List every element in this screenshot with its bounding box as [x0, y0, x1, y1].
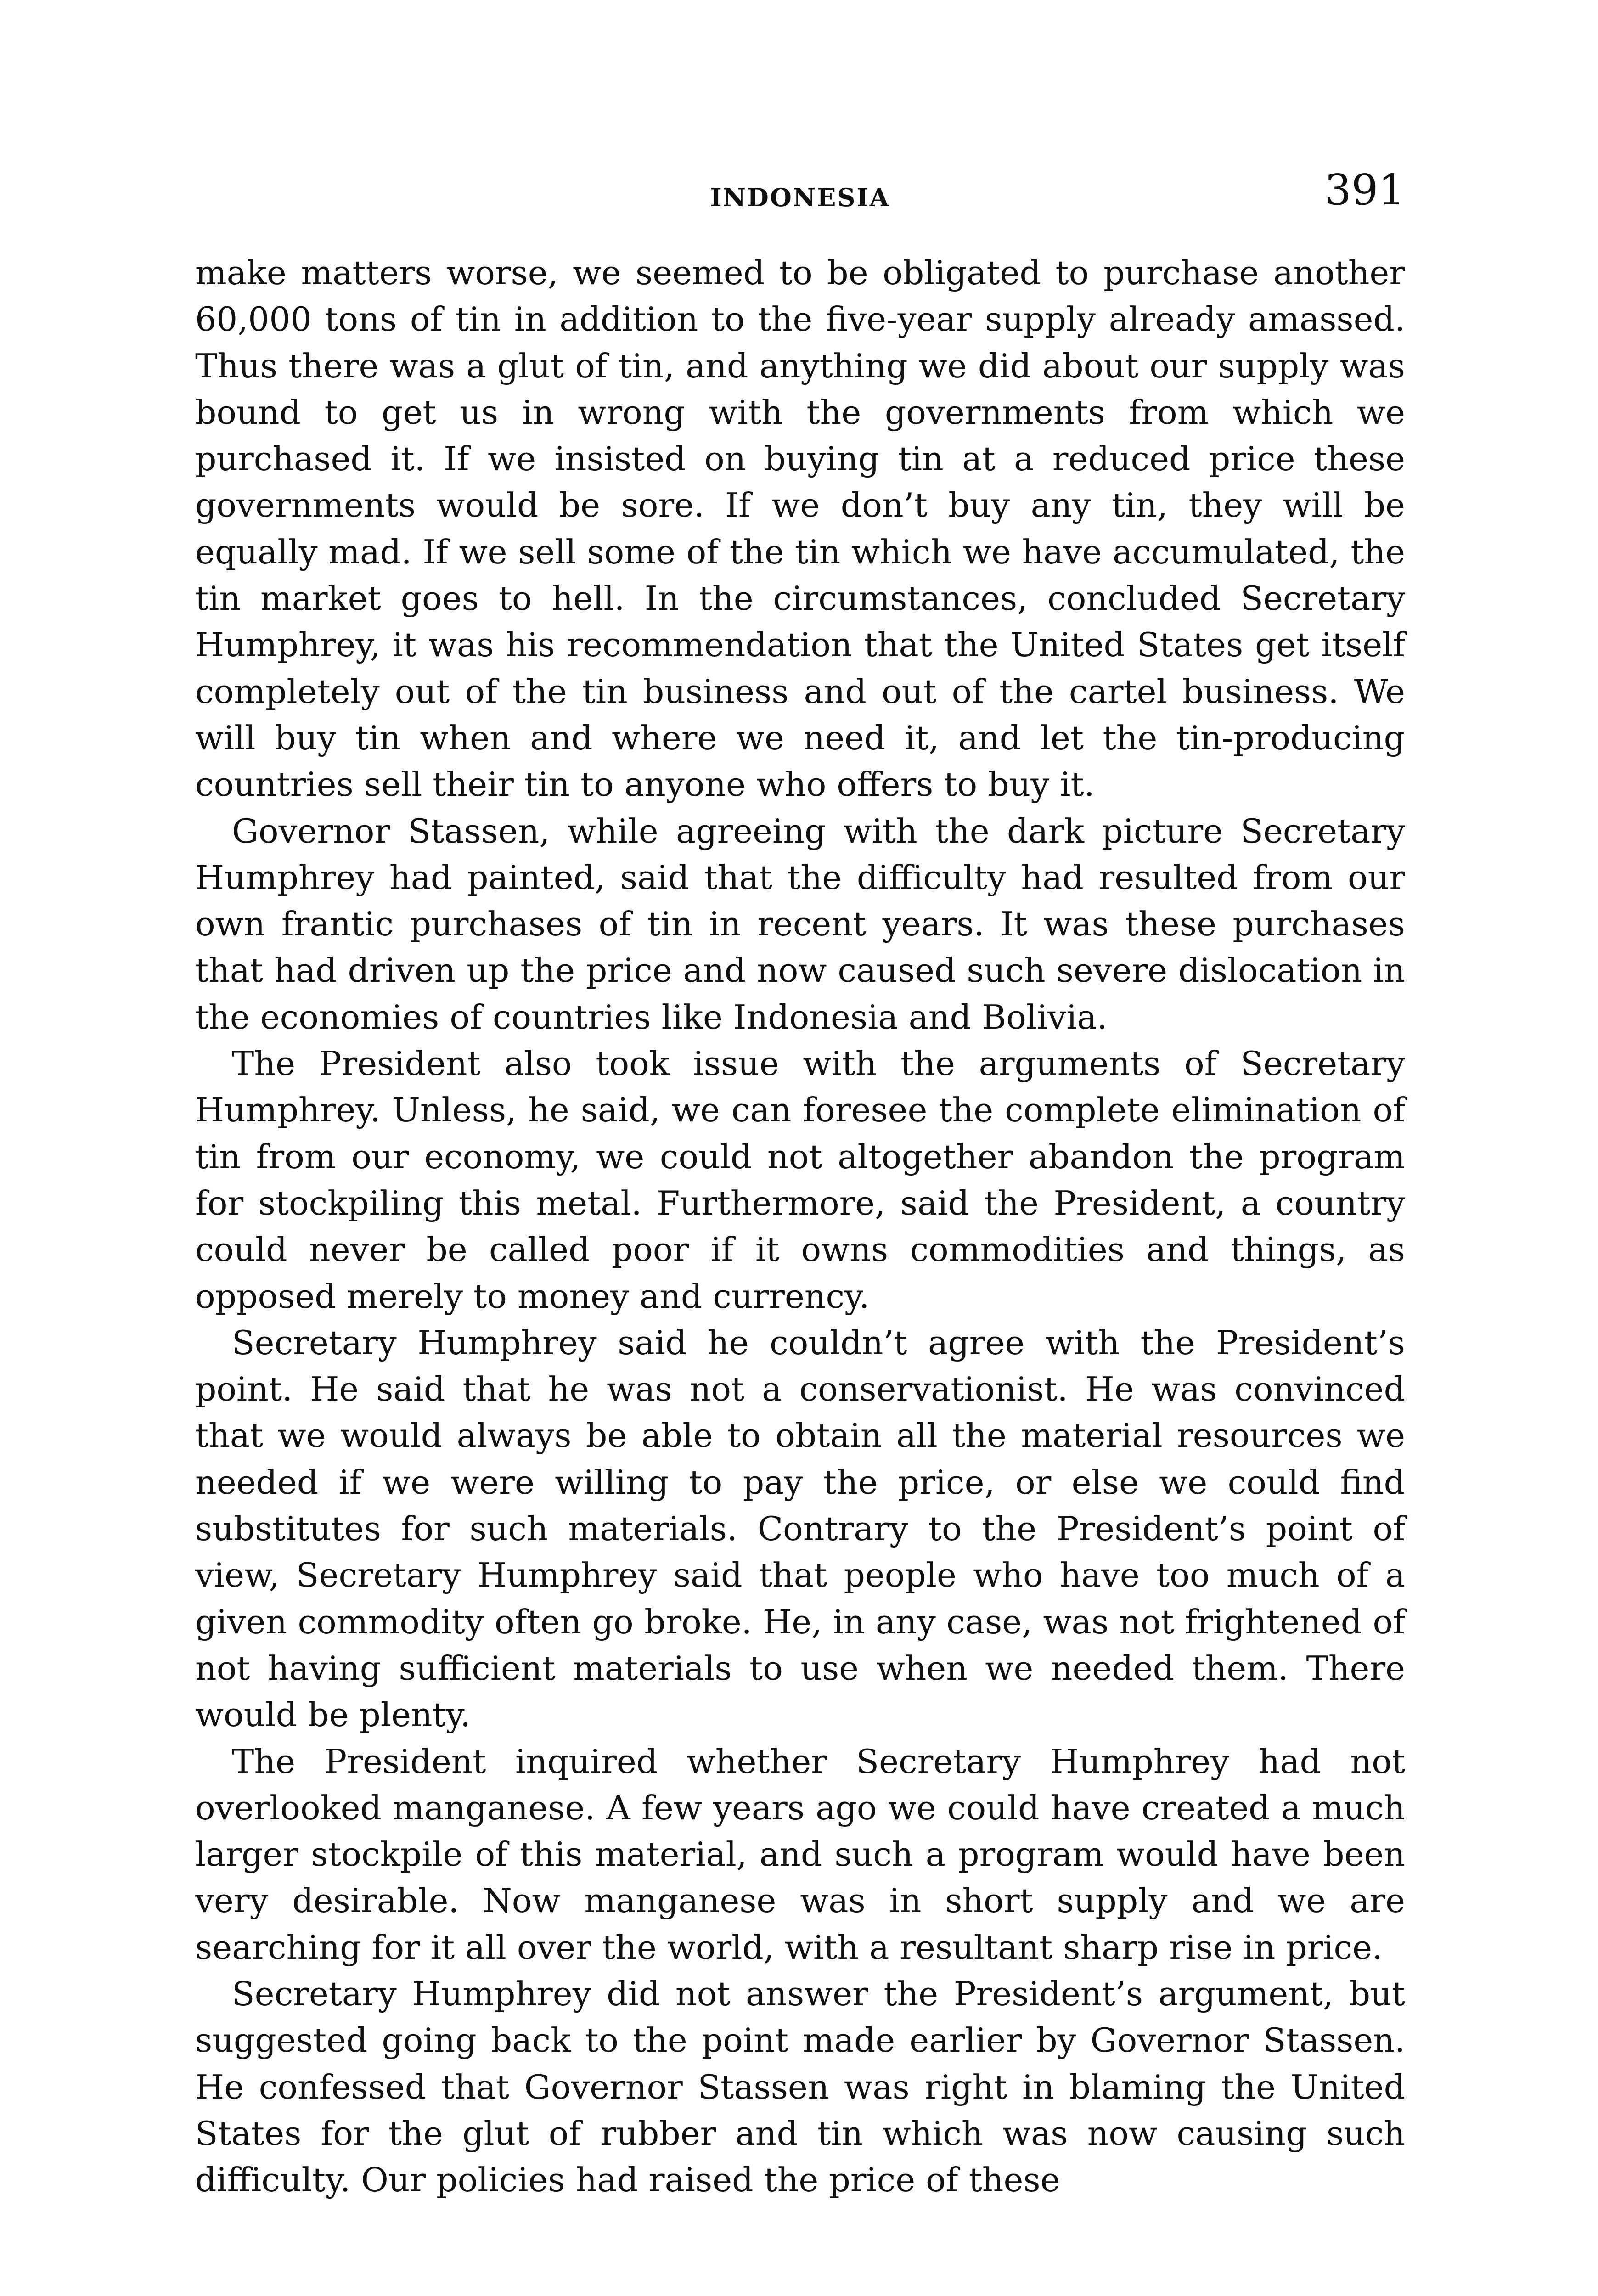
paragraph-2: Governor Stassen, while agreeing with the dark picture Secretary Humphrey had painted, said that the difficulty had resulted from our own frantic purchases of tin in recent years. It was these purchases that had driven up the price and now caused such severe dislocation in the economies of countries like Indonesia and Bolivia.	[195, 812, 1405, 1037]
paragraph-3: The President also took issue with the arguments of Secretary Humphrey. Unless, he said, we can foresee the complete elimination of tin from our economy, we could not altogether abandon the program for stockpiling this metal. Furthermore, said the President, a country could never be called poor if it owns commodities and things, as opposed merely to money and currency.	[195, 1045, 1405, 1316]
running-title: INDONESIA	[710, 183, 890, 212]
paragraph-5: The President inquired whether Secretary Humphrey had not overlooked manganese. A few years ago we could have created a much larger stockpile of this material, and such a program would have been very desirable. Now manganese was in short supply and we are searching for it all over the world, with a resultant sharp rise in price.	[195, 1742, 1405, 1967]
paragraph-6: Secretary Humphrey did not answer the President’s argument, but suggested going back to the point made earlier by Governor Stassen. He confessed that Governor Stassen was right in blaming the United States for the glut of rubber and tin which was now causing such difficulty. Our policies had raised the price of these	[195, 1975, 1405, 2200]
paragraph-1: make matters worse, we seemed to be obligated to purchase another 60,000 tons of tin in addition to the five-year supply already amassed. Thus there was a glut of tin, and anything we did about our supply was bound to get us in wrong with the governments from which we purchased it. If we insisted on buying tin at a reduced price these governments would be sore. If we don’t buy any tin, they will be equally mad. If we sell some of the tin which we have accumulated, the tin market goes to hell. In the circumstances, concluded Secretary Humphrey, it was his recommendation that the United States get itself completely out of the tin business and out of the cartel business. We will buy tin when and where we need it, and let the tin-producing countries sell their tin to anyone who offers to buy it.	[195, 254, 1405, 805]
page-number: 391	[1324, 165, 1405, 214]
paragraph-4: Secretary Humphrey said he couldn’t agree with the President’s point. He said that he was not a conservationist. He was convinced that we would always be able to obtain all the material resources we needed if we were willing to pay the price, or else we could find substitutes for such materials. Contrary to the President’s point of view, Secretary Humphrey said that people who have too much of a given commodity often go broke. He, in any case, was not frightened of not having sufficient materials to use when we needed them. There would be plenty.	[195, 1323, 1405, 1735]
body-text	[195, 250, 1405, 2204]
running-header	[195, 165, 1405, 225]
